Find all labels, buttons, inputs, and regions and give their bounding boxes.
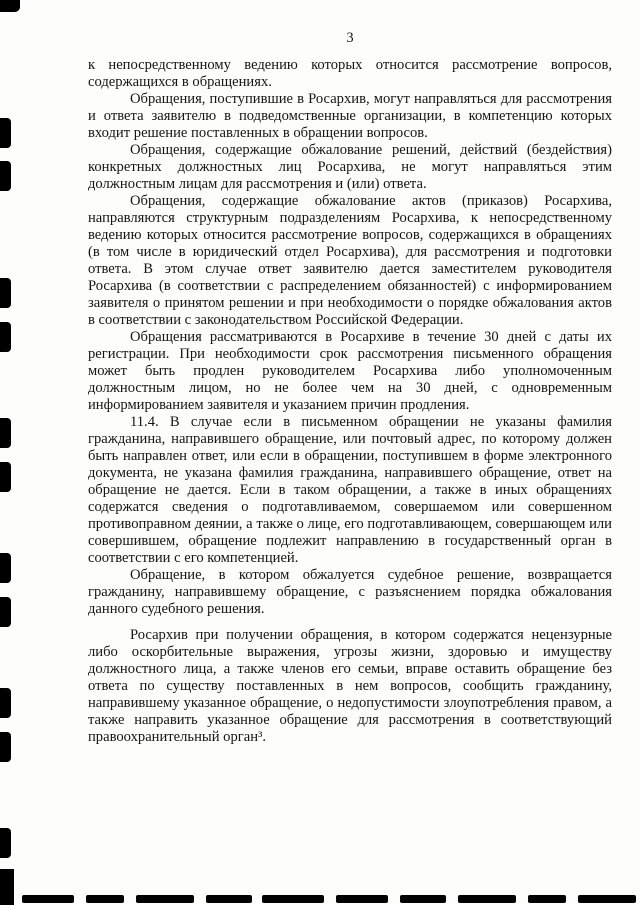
paragraph: Обращения, поступившие в Росархив, могут направляться для рассмотрения и ответа заявителю в подведомственные организации, в компетенцию которых входит решение поставленных в обращении вопросов. [88,91,612,141]
paragraph: Обращения, содержащие обжалование решений, действий (бездействия) конкретных должностных лиц Росархива, не могут направляться этим должностным лицам для рассмотрения и (или) ответа. [88,142,612,192]
scan-artifact [0,161,11,191]
scan-artifact [0,0,20,12]
scan-artifact [0,278,11,308]
scan-artifact [578,895,636,903]
scan-artifact [0,732,11,762]
scan-artifact [136,895,194,903]
paragraph: Обращения, содержащие обжалование актов (приказов) Росархива, направляются структурным подразделениям Росархива, к непосредственному ведению которых относится рассмотрение вопросов, содержащихся в обращениях (в том числе в юридический отдел Росархива), для рассмотрения и подготовки ответа. В этом случае ответ заявителю дается заместителем руководителя Росархива (в соответствии с распределением обязанностей) с информированием заявителя о принятом решении и при необходимости о порядке обжалования актов в соответствии с законодательством Российской Федерации. [88,193,612,328]
scan-artifact [0,462,11,492]
scan-artifact [206,895,252,903]
scan-artifact [0,553,11,583]
scan-artifact [86,895,124,903]
scan-artifact [0,418,11,448]
scan-artifact [0,828,11,858]
paragraph: Росархив при получении обращения, в котором содержатся нецензурные либо оскорбительные выражения, угрозы жизни, здоровью и имуществу должностного лица, а также членов его семьи, вправе оставить обращение без ответа по существу поставленных в нем вопросов, сообщить гражданину, направившему указанное обращение, о недопустимости злоупотребления правом, а также направить указанное обращение для рассмотрения в соответствующий правоохранительный орган³. [88,627,612,745]
paragraph: Обращения рассматриваются в Росархиве в течение 30 дней с даты их регистрации. При необходимости срок рассмотрения письменного обращения может быть продлен руководителем Росархива либо уполномоченным должностным лицом, но не более чем на 30 дней, с одновременным информированием заявителя и указанием причин продления. [88,329,612,413]
scan-artifact [400,895,446,903]
scan-artifact [22,895,74,903]
scan-artifact [458,895,516,903]
scan-artifact [0,597,11,627]
scan-artifact [262,895,324,903]
document-body [88,57,612,746]
paragraph: 11.4. В случае если в письменном обращении не указаны фамилия гражданина, направившего обращение, или почтовый адрес, по которому должен быть направлен ответ, или если в обращении, поступившем в форме электронного документа, не указана фамилия гражданина, направившего обращение, ответ на обращение не дается. Если в таком обращении, а также в иных обращениях содержатся сведения о подготавливаемом, совершаемом или совершенном противоправном деянии, а также о лице, его подготавливающем, совершающем или совершившем, обращение подлежит направлению в государственный орган в соответствии с его компетенцией. [88,414,612,566]
scan-artifact [0,688,11,718]
scan-artifact [336,895,388,903]
paragraph: Обращение, в котором обжалуется судебное решение, возвращается гражданину, направившему обращение, с разъяснением порядка обжалования данного судебного решения. [88,567,612,617]
scan-artifact [0,869,14,905]
scan-artifact [528,895,566,903]
scan-artifact [0,322,11,352]
page-number: 3 [346,30,354,46]
scan-artifact [0,118,11,148]
paragraph: к непосредственному ведению которых относится рассмотрение вопросов, содержащихся в обращениях. [88,57,612,90]
